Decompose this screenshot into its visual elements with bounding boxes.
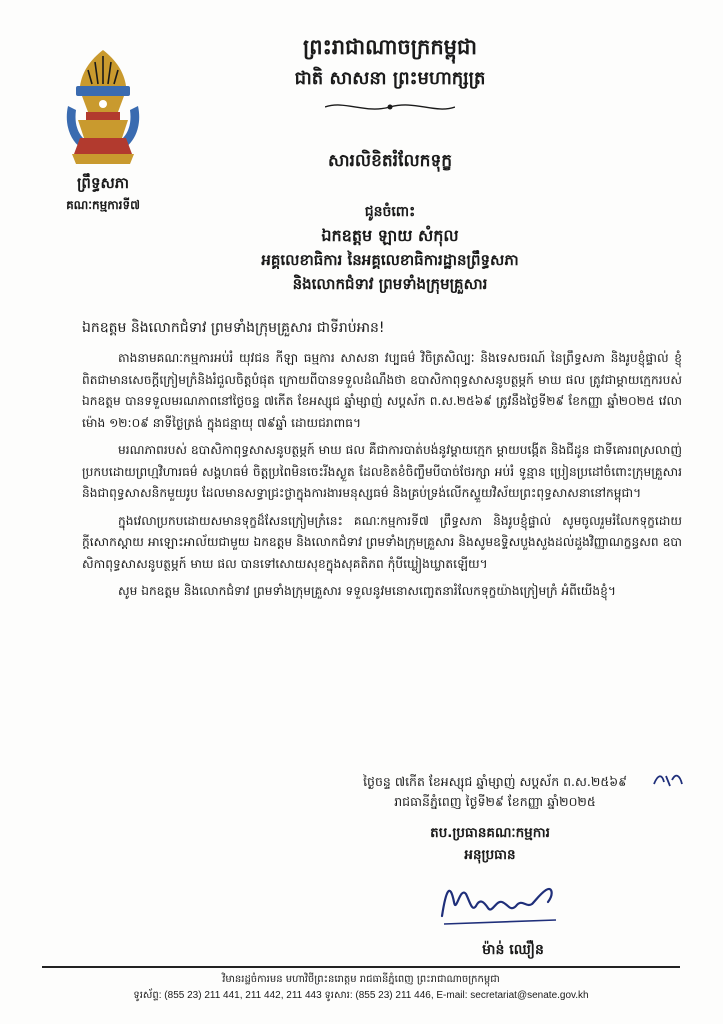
- footer: [42, 972, 680, 1004]
- signer-name: ម៉ាន់ ឈឿន: [482, 942, 544, 958]
- handwritten-date-mark: [650, 770, 686, 790]
- salutation: ឯកឧត្តម និងលោកជំទាវ ព្រមទាំងក្រុមគ្រួសារ ជាទីរាប់អាន!: [82, 320, 385, 336]
- sign-role: អនុប្រធាន: [464, 847, 516, 863]
- footer-contact: ទូរស័ព្ទ: (855 23) 211 441, 211 442, 211 443 ទូរសារ: (855 23) 211 446, E-mail: secretariat@senate.gov.kh: [133, 990, 589, 1001]
- footer-address: វិមានរដ្ឋចំការមន មហាវិថីព្រះនរោត្តម រាជធានីភ្នំពេញ ព្រះរាជាណាចក្រកម្ពុជា: [222, 974, 500, 985]
- signature-block: [340, 822, 640, 866]
- recipient-block: [130, 200, 650, 296]
- letter-body: [82, 348, 682, 609]
- handwritten-signature: [436, 872, 576, 930]
- body-paragraph: មរណភាពរបស់ ឧបាសិកាពុទ្ធសាសនូបត្ថម្ភក៍ មាឃ ផល គឺជាការបាត់បង់នូវម្ដាយក្មេក ម្ដាយបង្កើត និងជីដូន ជាទីគោរពស្រលាញ់ប្រកបដោយព្រហ្មវិហារធម៌ សង្គហធម៌ ចិត្តប្រពៃមិនចេះរីងស្ងួត ដែលខិតខំចិញ្ចឹមបីបាច់ថែរក្សា អប់រំ ទូន្មាន ប្រៀនប្រដៅចំពោះក្រុមគ្រួសារ និងជាពុទ្ធសាសនិកមួយរូប ដែលមានសទ្ធាជ្រះថ្លាក្នុងការងារមនុស្សធម៌ និងគ្រប់ទ្រង់លើកស្ទួយវិស័យព្រះពុទ្ធសាសនានៅកម្ពុជា។: [82, 443, 682, 500]
- recipient-position: អគ្គលេខាធិការ នៃអគ្គលេខាធិការដ្ឋានព្រឹទ្ធសភា: [261, 251, 519, 269]
- lunar-date: ថ្ងៃចន្ទ ៧កើត ខែអស្សុជ ឆ្នាំម្សាញ់ សប្តស័ក ព.ស.២៥៦៩: [363, 774, 627, 789]
- kingdom-header: [210, 30, 570, 94]
- footer-divider: [42, 966, 680, 968]
- senate-emblem-logo: [60, 46, 146, 170]
- recipient-family: និងលោកជំទាវ ព្រមទាំងក្រុមគ្រួសារ: [292, 275, 488, 293]
- sign-title: តប.ប្រធានគណៈកម្មការ: [430, 825, 550, 841]
- org-unit: គណៈកម្មការទី៧: [66, 198, 140, 212]
- to-label: ជូនចំពោះ: [364, 204, 416, 220]
- national-motto: ជាតិ សាសនា ព្រះមហាក្សត្រ: [294, 68, 486, 89]
- body-paragraph: តាងនាមគណៈកម្មការអប់រំ យុវជន កីឡា ធម្មការ សាសនា វប្បធម៌ វិចិត្រសិល្បៈ និងទេសចរណ៍ នៃព្រឹទ្ធសភា និងរូបខ្ញុំផ្ទាល់ ខ្ញុំពិតជាមានសេចក្ដីក្រៀមក្រំនិងរំជួលចិត្តបំផុត ក្រោយពីបានទទួលដំណឹងថា ឧបាសិកាពុទ្ធសាសនូបត្ថម្ភក៍ មាឃ ផល ត្រូវជាម្ដាយក្មេករបស់ ឯកឧត្តម បានទទួលមរណភាពនៅថ្ងៃចន្ទ ៧កើត ខែអស្សុជ ឆ្នាំម្សាញ់ សប្តស័ក ព.ស.២៥៦៩ ត្រូវនឹងថ្ងៃទី២៩ ខែកញ្ញា ឆ្នាំ២០២៥ វេលាម៉ោង ១២:០៩ នាទីថ្ងៃត្រង់ ក្នុងជន្មាយុ ៧៩ឆ្នាំ ដោយជរាពាធ។: [82, 351, 682, 430]
- body-paragraph: សូម ឯកឧត្តម និងលោកជំទាវ ព្រមទាំងក្រុមគ្រួសារ ទទួលនូវមនោសញ្ចេតនារំលែកទុក្ខយ៉ាងក្រៀមក្រំ អំពីយើងខ្ញុំ។: [118, 584, 616, 598]
- solar-date: រាជធានីភ្នំពេញ ថ្ងៃទី២៩ ខែកញ្ញា ឆ្នាំ២០២៥: [394, 794, 596, 809]
- document-title: សារលិខិតរំលែកទុក្ខ: [327, 151, 453, 171]
- org-name: ព្រឹទ្ធសភា: [76, 174, 130, 192]
- motto-ornament: [325, 100, 455, 114]
- kingdom-title: ព្រះរាជាណាចក្រកម្ពុជា: [302, 35, 477, 59]
- recipient-name: ឯកឧត្តម ឡាយ សំកុល: [321, 226, 459, 245]
- date-block: [300, 772, 690, 812]
- body-paragraph: ក្នុងវេលាប្រកបដោយសមានទុក្ខដ៏សែនក្រៀមក្រំនេះ គណៈកម្មការទី៧ ព្រឹទ្ធសភា និងរូបខ្ញុំផ្ទាល់ សូមចូលរួមរំលែកទុក្ខដោយក្ដីសោកស្ដាយ អាឡោះអាល័យជាមួយ ឯកឧត្តម និងលោកជំទាវ ព្រមទាំងក្រុមគ្រួសារ និងសូមឧទ្ទិសបួងសួងដល់ដួងវិញ្ញាណក្ខន្ធសព ឧបាសិកាពុទ្ធសាសនូបត្ថម្ភក៍ មាឃ ផល បានទៅសោយសុខក្នុងសុគតិភព កុំបីឃ្លៀងឃ្លាតឡើយ។: [82, 513, 682, 571]
